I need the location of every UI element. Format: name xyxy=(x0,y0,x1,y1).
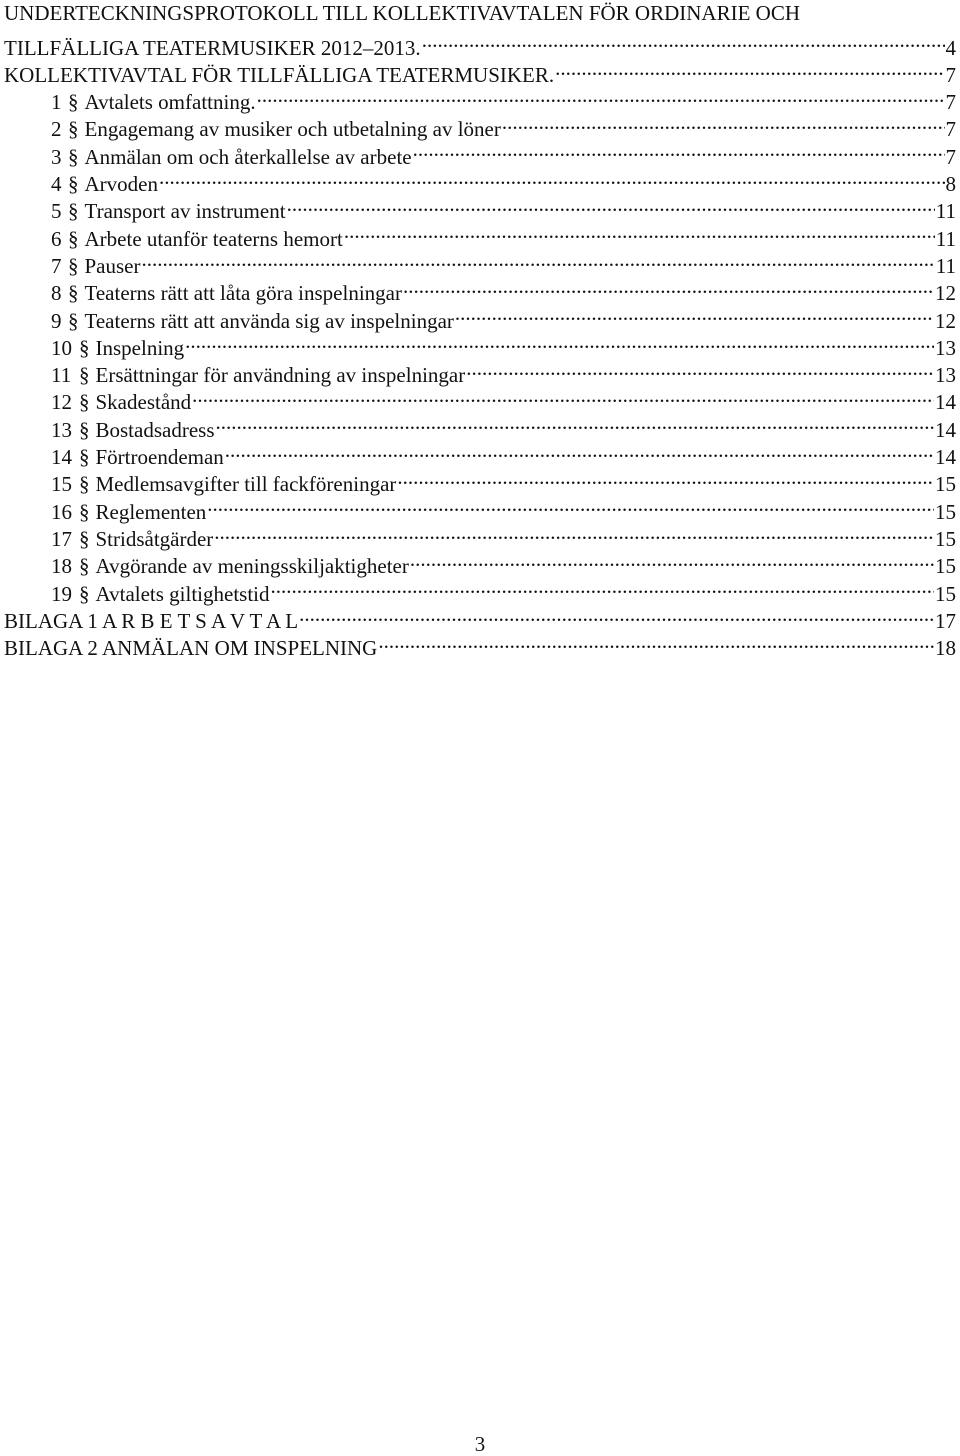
toc-entry-text: Reglementen xyxy=(95,499,207,524)
toc-heading-text: UNDERTECKNINGSPROTOKOLL TILL KOLLEKTIVAVTALEN FÖR ORDINARIE OCH xyxy=(4,1,801,25)
toc-entry-number: 16 xyxy=(51,499,72,524)
toc-entry-number: 17 xyxy=(51,526,72,551)
dot-leader xyxy=(214,519,934,546)
toc-page-number: 14 xyxy=(935,417,956,442)
toc-entry-title xyxy=(4,89,256,116)
section-symbol-icon: § xyxy=(79,390,90,415)
toc-page-number: 11 xyxy=(935,253,956,278)
toc-entry-text: Teaterns rätt att låta göra inspelningar xyxy=(84,281,402,306)
toc-page-number: 8 xyxy=(945,172,956,197)
toc-entry-text: Medlemsavgifter till fackföreningar xyxy=(95,472,397,497)
toc-entry[interactable] xyxy=(4,273,956,306)
toc-page-number: 15 xyxy=(935,499,956,524)
dot-leader xyxy=(555,55,944,82)
toc-entry-text: Engagemang av musiker och utbetalning av löner xyxy=(84,117,501,142)
toc-entry-number: 19 xyxy=(51,581,72,606)
toc-page-number: 7 xyxy=(945,62,956,87)
toc-entry-title xyxy=(4,526,213,553)
section-symbol-icon: § xyxy=(79,554,90,579)
toc-entry-number: 18 xyxy=(51,554,72,579)
dot-leader xyxy=(192,382,934,409)
toc-entry-text: Skadestånd xyxy=(95,390,192,415)
toc-page-number: 15 xyxy=(935,554,956,579)
toc-entries xyxy=(4,55,956,661)
section-symbol-icon: § xyxy=(68,90,79,115)
toc-entry-title xyxy=(4,581,270,608)
dot-leader xyxy=(142,246,935,273)
toc-entry-text: Pauser xyxy=(84,253,141,278)
toc-entry-text: Inspelning xyxy=(95,335,185,360)
toc-entry-number: 14 xyxy=(51,445,72,470)
dot-leader xyxy=(299,601,934,628)
toc-entry-number: 4 xyxy=(51,172,62,197)
toc-entry-text: Avtalets omfattning. xyxy=(84,90,256,115)
section-symbol-icon: § xyxy=(79,472,90,497)
toc-page-number: 11 xyxy=(935,226,956,251)
section-symbol-icon: § xyxy=(68,199,79,224)
section-symbol-icon: § xyxy=(79,363,90,388)
section-symbol-icon: § xyxy=(68,172,79,197)
toc-entry-text: Arvoden xyxy=(84,172,158,197)
toc-page-number: 17 xyxy=(935,608,956,633)
toc-page-number: 18 xyxy=(935,636,956,661)
toc-entry-number: 12 xyxy=(51,390,72,415)
toc-entry-text: Anmälan om och återkallelse av arbete xyxy=(84,144,412,169)
section-symbol-icon: § xyxy=(79,499,90,524)
toc-page-number: 12 xyxy=(935,281,956,306)
section-symbol-icon: § xyxy=(68,253,79,278)
section-symbol-icon: § xyxy=(79,526,90,551)
footer-page-number: 3 xyxy=(474,1432,486,1456)
dot-leader xyxy=(413,136,945,163)
dot-leader xyxy=(455,300,934,327)
dot-leader xyxy=(378,628,934,655)
toc-entry-number: 3 xyxy=(51,144,62,169)
toc-entry-number: 9 xyxy=(51,308,62,333)
toc-entry-title xyxy=(4,417,215,444)
toc-entry-text: Förtroendeman xyxy=(95,445,224,470)
toc-entry-number: 10 xyxy=(51,335,72,360)
dot-leader xyxy=(502,109,945,136)
toc-entry-title xyxy=(4,280,402,307)
table-of-contents xyxy=(4,0,956,661)
toc-page-number: 7 xyxy=(945,117,956,142)
toc-entry-title: BILAGA 2 ANMÄLAN OM INSPELNING xyxy=(4,636,378,661)
section-symbol-icon: § xyxy=(79,417,90,442)
toc-entry-number: 7 xyxy=(51,253,62,278)
toc-entry-title: KOLLEKTIVAVTAL FÖR TILLFÄLLIGA TEATERMUSIKER. xyxy=(4,62,555,87)
dot-leader xyxy=(257,82,945,109)
section-symbol-icon: § xyxy=(68,226,79,251)
section-symbol-icon: § xyxy=(79,335,90,360)
toc-page-number: 15 xyxy=(935,472,956,497)
toc-entry-number: 2 xyxy=(51,117,62,142)
dot-leader xyxy=(397,464,934,491)
toc-page-number: 13 xyxy=(935,335,956,360)
section-symbol-icon: § xyxy=(68,281,79,306)
toc-entry-number: 11 xyxy=(51,363,72,388)
dot-leader xyxy=(225,437,934,464)
toc-entry-number: 6 xyxy=(51,226,62,251)
toc-entry-title xyxy=(4,171,158,198)
toc-page-number: 14 xyxy=(935,390,956,415)
toc-page-number: 12 xyxy=(935,308,956,333)
dot-leader xyxy=(344,218,935,245)
toc-page-number: 7 xyxy=(945,90,956,115)
section-symbol-icon: § xyxy=(68,117,79,142)
dot-leader xyxy=(422,27,945,54)
section-symbol-icon: § xyxy=(79,445,90,470)
dot-leader xyxy=(410,546,934,573)
dot-leader xyxy=(287,191,935,218)
toc-entry-title xyxy=(4,198,286,225)
toc-page-number: 4 xyxy=(945,35,956,60)
toc-entry-number: 15 xyxy=(51,472,72,497)
toc-page-number: 13 xyxy=(935,363,956,388)
toc-entry-title: BILAGA 1 A R B E T S A V T A L xyxy=(4,608,299,633)
toc-entry-text: Transport av instrument xyxy=(84,199,286,224)
dot-leader xyxy=(207,491,934,518)
toc-entry-number: 13 xyxy=(51,417,72,442)
toc-entry-text: Ersättningar för användning av inspelningar xyxy=(95,363,466,388)
dot-leader xyxy=(159,164,945,191)
toc-heading-line-2[interactable] xyxy=(4,27,956,60)
toc-entry-text: Avgörande av meningsskiljaktigheter xyxy=(95,554,409,579)
dot-leader xyxy=(185,328,934,355)
toc-page-number: 7 xyxy=(945,144,956,169)
toc-entry-title xyxy=(4,389,191,416)
dot-leader xyxy=(403,273,934,300)
toc-entry-title xyxy=(4,253,141,280)
section-symbol-icon: § xyxy=(68,308,79,333)
toc-page-number: 14 xyxy=(935,445,956,470)
toc-entry-text: Arbete utanför teaterns hemort xyxy=(84,226,343,251)
toc-entry-number: 1 xyxy=(51,90,62,115)
toc-heading-text: TILLFÄLLIGA TEATERMUSIKER 2012–2013. xyxy=(4,35,421,60)
toc-entry-text: Avtalets giltighetstid xyxy=(95,581,270,606)
toc-entry[interactable] xyxy=(4,246,956,278)
toc-entry-text: Bostadsadress xyxy=(95,417,215,442)
toc-entry-number: 8 xyxy=(51,281,62,306)
section-symbol-icon: § xyxy=(79,581,90,606)
toc-entry-title xyxy=(4,444,224,471)
toc-entry-text: Teaterns rätt att använda sig av inspelningar xyxy=(84,308,454,333)
dot-leader xyxy=(271,573,934,600)
dot-leader xyxy=(216,409,935,436)
section-symbol-icon: § xyxy=(68,144,79,169)
toc-heading-line-1 xyxy=(4,0,956,27)
toc-page-number: 11 xyxy=(935,199,956,224)
toc-entry-number: 5 xyxy=(51,199,62,224)
toc-page-number: 15 xyxy=(935,526,956,551)
toc-page-number: 15 xyxy=(935,581,956,606)
toc-entry-title xyxy=(4,335,184,362)
toc-entry-text: Stridsåtgärder xyxy=(95,526,214,551)
dot-leader xyxy=(466,355,934,382)
toc-entry-title xyxy=(4,499,206,526)
